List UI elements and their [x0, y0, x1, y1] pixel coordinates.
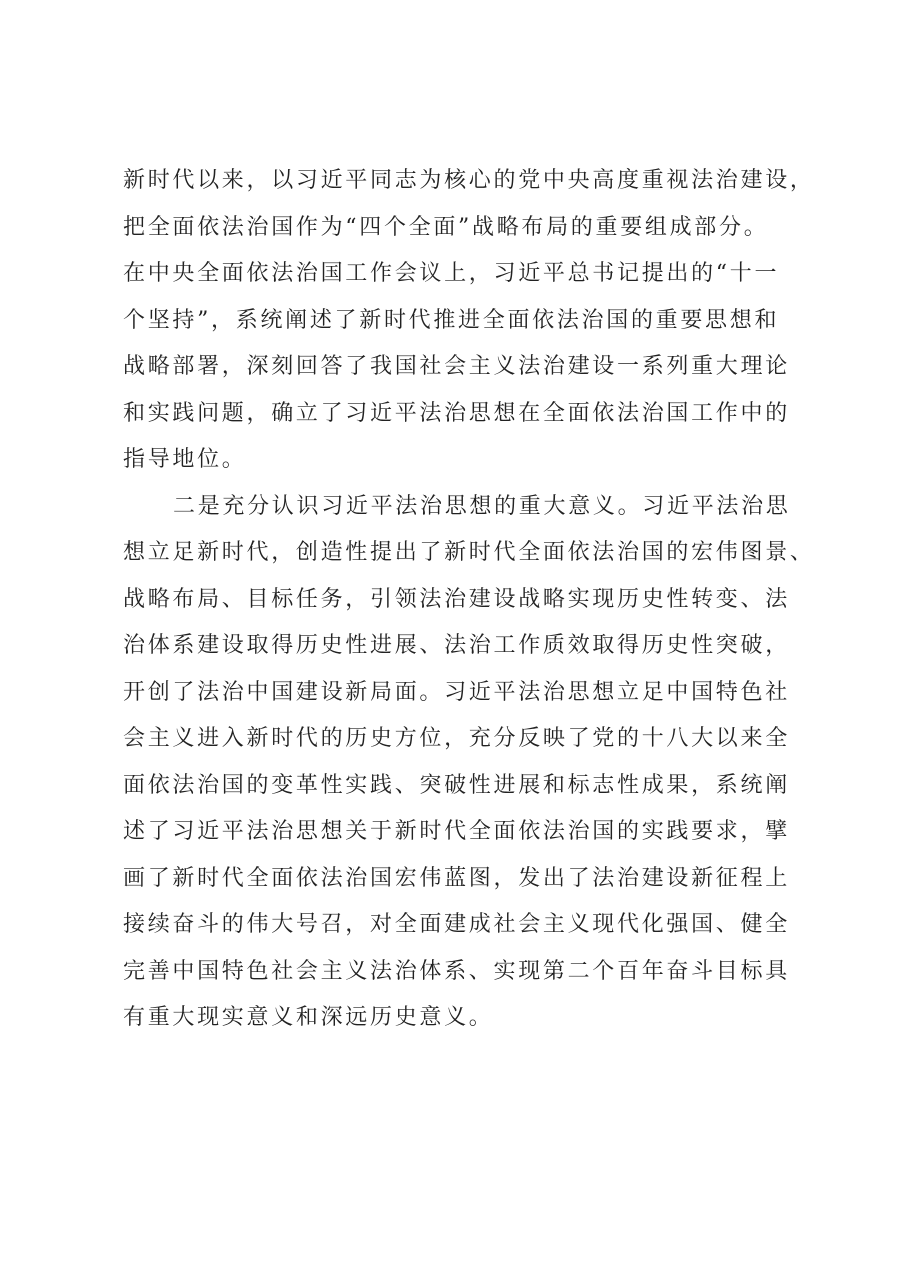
paragraph-line: 二是充分认识习近平法治思想的重大意义。习近平法治思 — [173, 493, 791, 519]
paragraph-line: 面依法治国的变革性实践、突破性进展和标志性成果，系统阐 — [123, 772, 790, 798]
paragraph-line: 新时代以来，以习近平同志为核心的党中央高度重视法治建设， — [123, 168, 815, 193]
paragraph-line: 在中央全面依法治国工作会议上，习近平总书记提出的“十一 — [123, 261, 780, 286]
paragraph-line: 个坚持”，系统阐述了新时代推进全面依法治国的重要思想和 — [123, 307, 780, 333]
paragraph-line: 画了新时代全面依法治国宏伟蓝图，发出了法治建设新征程上 — [123, 865, 790, 891]
paragraph-line: 完善中国特色社会主义法治体系、实现第二个百年奋斗目标具 — [123, 958, 790, 984]
paragraph-line: 开创了法治中国建设新局面。习近平法治思想立足中国特色社 — [123, 679, 790, 705]
paragraph-line: 战略布局、目标任务，引领法治建设战略实现历史性转变、法 — [123, 586, 790, 612]
paragraph-line: 有重大现实意义和深远历史意义。 — [123, 1005, 494, 1030]
paragraph-2 — [123, 484, 815, 1042]
paragraph-line: 战略部署，深刻回答了我国社会主义法治建设一系列重大理论 — [123, 354, 790, 379]
document-body — [123, 158, 815, 1042]
paragraph-line: 想立足新时代，创造性提出了新时代全面依法治国的宏伟图景、 — [123, 540, 815, 565]
paragraph-line: 治体系建设取得历史性进展、法治工作质效取得历史性突破， — [123, 633, 790, 658]
paragraph-line: 指导地位。 — [123, 447, 247, 472]
paragraph-line: 和实践问题，确立了习近平法治思想在全面依法治国工作中的 — [123, 400, 790, 426]
paragraph-line: 会主义进入新时代的历史方位，充分反映了党的十八大以来全 — [123, 726, 790, 751]
paragraph-1 — [123, 158, 815, 484]
paragraph-line: 接续奋斗的伟大号召，对全面建成社会主义现代化强国、健全 — [123, 912, 790, 937]
paragraph-line: 把全面依法治国作为“四个全面”战略布局的重要组成部分。 — [123, 214, 769, 240]
paragraph-line: 述了习近平法治思想关于新时代全面依法治国的实践要求，擘 — [123, 819, 790, 844]
